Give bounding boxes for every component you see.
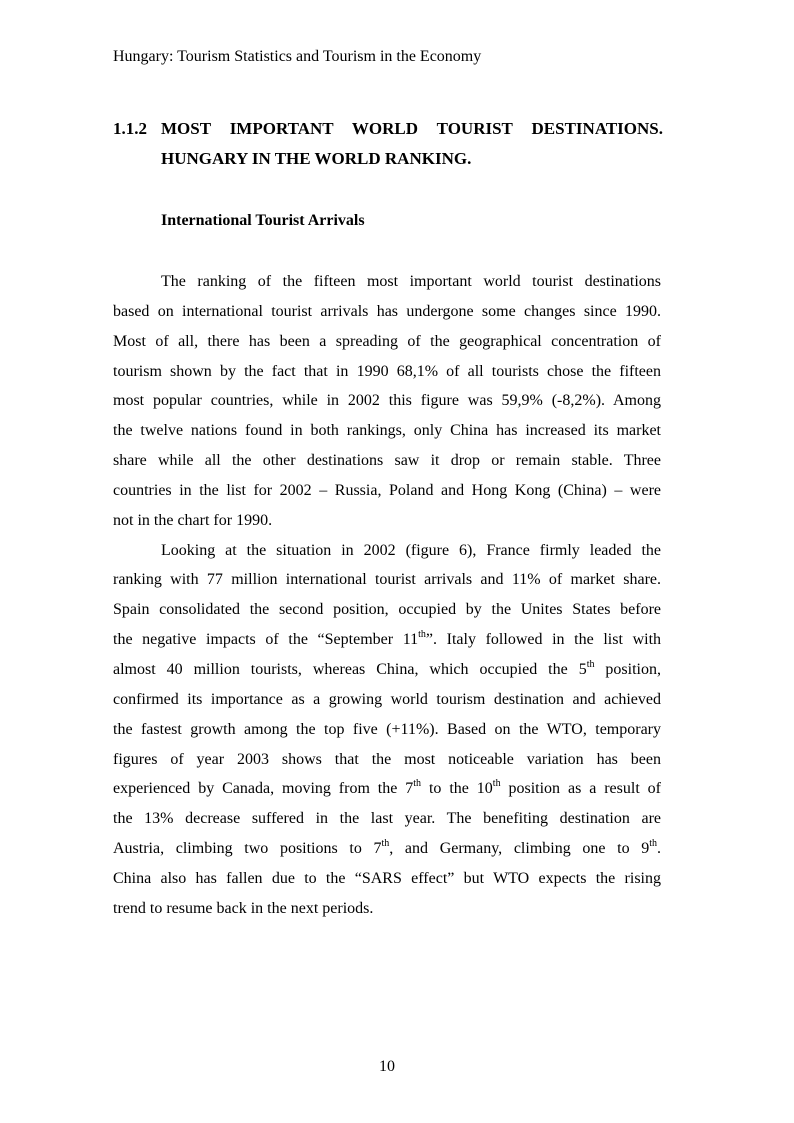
paragraph-1-line: based on international tourist arrivals has undergone some changes since 1990. [113, 302, 661, 320]
ordinal-suffix: th [413, 778, 422, 790]
body-text [113, 267, 661, 924]
paragraph-1-line: most popular countries, while in 2002 this figure was 59,9% (-8,2%). Among [113, 392, 661, 410]
paragraph-2 [113, 536, 661, 924]
text-run: to the 10 [421, 780, 493, 798]
paragraph-1-line: share while all the other destinations saw it drop or remain stable. Three [113, 452, 661, 470]
ordinal-suffix: th [418, 629, 426, 641]
section-number: 1.1.2 [113, 119, 147, 138]
paragraph-1-line: Most of all, there has been a spreading of the geographical concentration of [113, 332, 661, 350]
paragraph-2-line [113, 774, 661, 804]
paragraph-2-line: China also has fallen due to the “SARS effect” but WTO expects the rising [113, 869, 661, 887]
text-run: the negative impacts of the “September 11 [113, 631, 419, 649]
text-run: position, [594, 660, 661, 678]
paragraph-2-line: Spain consolidated the second position, occupied by the Unites States before [113, 601, 661, 619]
paragraph-2-line [113, 834, 661, 864]
paragraph-2-line: the 13% decrease suffered in the last year. The benefiting destination are [113, 810, 661, 828]
paragraph-2-line: ranking with 77 million international tourist arrivals and 11% of market share. [113, 571, 661, 589]
text-run: position as a result of [500, 780, 662, 798]
ordinal-suffix: th [586, 658, 595, 670]
paragraph-2-line: figures of year 2003 shows that the most noticeable variation has been [113, 750, 661, 768]
text-run: Austria, climbing two positions to 7 [113, 840, 382, 858]
ordinal-suffix: th [381, 838, 390, 850]
text-run: . [657, 840, 662, 858]
paragraph-2-line [113, 655, 661, 685]
paragraph-1-line: The ranking of the fifteen most important world tourist destinations [161, 273, 661, 290]
text-run: almost 40 million tourists, whereas China, which occupied the 5 [113, 660, 587, 678]
section-title-line-2: HUNGARY IN THE WORLD RANKING. [161, 149, 472, 168]
ordinal-suffix: th [492, 778, 501, 790]
paragraph-2-line: the fastest growth among the top five (+11%). Based on the WTO, temporary [113, 720, 661, 738]
paragraph-2-line: trend to resume back in the next periods. [113, 899, 374, 917]
paragraph-2-line: Looking at the situation in 2002 (figure 6), France firmly leaded the [161, 541, 661, 559]
subsection-heading: International Tourist Arrivals [161, 212, 365, 229]
ordinal-suffix: th [649, 838, 658, 850]
paragraph-1 [113, 267, 661, 536]
paragraph-1-line: not in the chart for 1990. [113, 511, 273, 529]
paragraph-2-line [113, 625, 661, 655]
section-heading [113, 114, 663, 174]
paragraph-1-line: tourism shown by the fact that in 1990 68,1% of all tourists chose the fifteen [113, 362, 661, 380]
text-run: ”. Italy followed in the list with [425, 631, 662, 649]
paragraph-2-line: confirmed its importance as a growing world tourism destination and achieved [113, 690, 661, 708]
text-run: , and Germany, climbing one to 9 [389, 840, 650, 858]
text-run: experienced by Canada, moving from the 7 [113, 780, 414, 798]
section-title-line-1: MOST IMPORTANT WORLD TOURIST DESTINATIONS. [161, 119, 663, 138]
paragraph-1-line: the twelve nations found in both rankings, only China has increased its market [113, 422, 661, 440]
running-header: Hungary: Tourism Statistics and Tourism in the Economy [113, 48, 482, 65]
page-number: 10 [379, 1058, 395, 1075]
paragraph-1-line: countries in the list for 2002 – Russia, Poland and Hong Kong (China) – were [113, 481, 661, 499]
